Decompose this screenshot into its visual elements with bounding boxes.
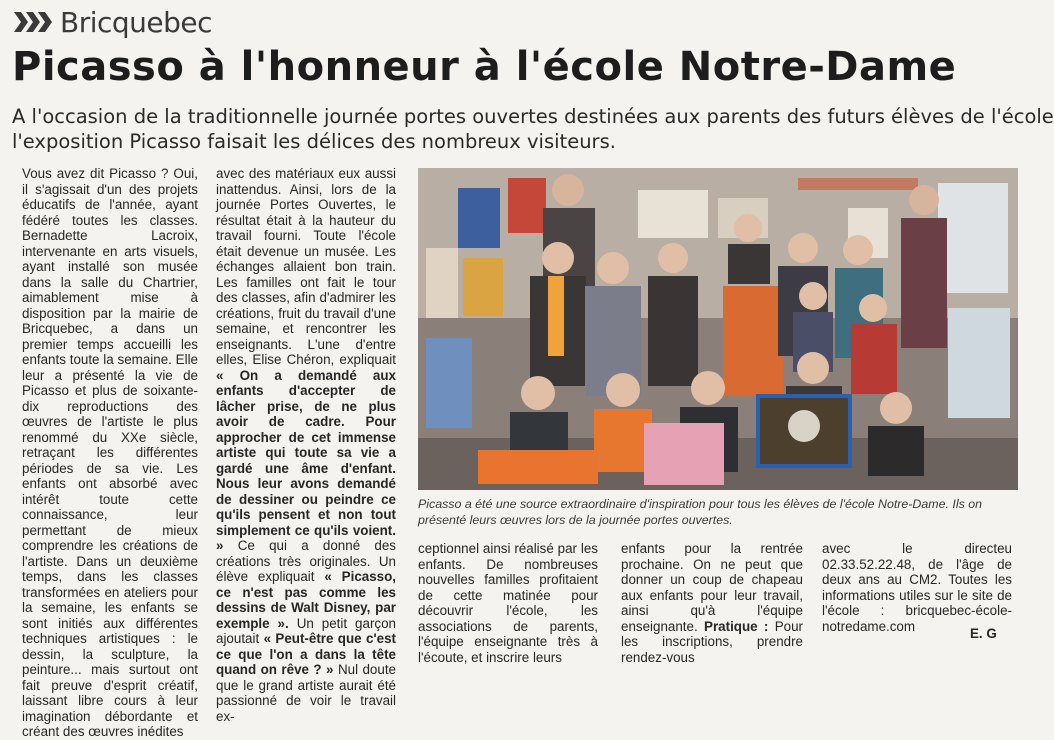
text-run: Vous avez dit Picasso ? Oui, il s'agissait d'un des projets éducatifs de l'année, ayant fédéré toutes les classes. Bernadette Lacroix, intervenante en arts visuels, ayant installé son musée dans la salle du Chartrier, aimablement mise à disposition par la mairie de Bricquebec, a dans un premier temps accueilli les enfants toute la semaine. Elle leur a présenté la vie de Picasso et plus de soixante-dix reproductions des œuvres de l'artiste le plus renommé du XXe siècle, retraçant les différentes périodes de sa vie. Les enfants ont absorbé avec intérêt toute cette connaissance, leur permettant de mieux comprendre les créations de l'artiste. Dans un deuxième temps, dans les classes transformées en ateliers pour la semaine, les enfants se sont initiés aux différentes techniques artistiques : le dessin, la sculpture, la peinture... mais surtout ont fait preuve d'esprit créatif, laissant libre cours à leur imagination débordante et créant des œuvres inédites [22, 166, 198, 739]
bold-quote-run: Pratique : [704, 618, 769, 634]
author-signature: E. G [970, 626, 997, 641]
text-run: avec des matériaux eux aussi inattendus. Ainsi, lors de la journée Portes Ouvertes, le résultat était à la hauteur du travail fourni. Toute l'école était devenue un musée. Les échanges allaient bon train. Les familles ont fait le tour des classes, afin d'admirer les créations, fruit du travail d'une semaine, et rencontrer les enseignants. L'une d'entre elles, Elise Chéron, expliquait [216, 166, 396, 367]
text-run: Un petit garçon ajoutait [216, 615, 396, 646]
triple-chevron-icon [12, 10, 54, 34]
text-run: Pour les inscriptions, prendre rendez-vous [621, 618, 803, 665]
photo-illustration [418, 168, 1018, 490]
text-run: ceptionnel ainsi réalisé par les enfants. De nombreuses nouvelles familles profitaient de cette matinée pour découvrir l'école, les associations de parents, l'équipe enseignante très à l'écoute, et inscrire leurs [418, 541, 598, 665]
text-column-1 [22, 166, 198, 739]
section-rubric [12, 6, 212, 38]
text-run: Nul doute que le grand artiste aurait été passionné de voir le travail ex- [216, 662, 396, 724]
lede-line: A l'occasion de la traditionnelle journée portes ouvertes destinées aux parents des futurs élèves de l'école [12, 105, 1054, 128]
bold-quote-run: « Picasso, ce n'est pas comme les dessins de Walt Disney, par exemple ». [216, 569, 397, 631]
text-run: Ce qui a donné des créations très originales. Un élève expliquait [216, 538, 396, 584]
bold-quote-run: « Peut-être que c'est ce que l'on a dans la tête quand on rêve ? » [216, 631, 396, 677]
rubric-town-name: Bricquebec [60, 5, 213, 39]
article-lede [12, 104, 1054, 154]
photo-caption [418, 496, 1018, 528]
text-column-2 [216, 166, 397, 724]
text-run: enfants pour la rentrée prochaine. On ne peut que donner un coup de chapeau aux enfants pour leur travail, ainsi qu'à l'équipe enseignante. [621, 541, 803, 634]
caption-line: Picasso a été une source extraordinaire d'inspiration pour tous les élèves de l'école Notre-Dame. Ils on [418, 497, 982, 511]
text-run: avec le directeu 02.33.52.22.48, de l'âge de deux ans au CM2. Toutes les informations utiles sur le site de l'école : bricquebec-école-notredame.com [822, 541, 1012, 634]
article-headline: Picasso à l'honneur à l'école Notre-Dame [12, 44, 957, 90]
text-column-4 [621, 541, 803, 665]
caption-line: présenté leurs œuvres lors de la journée portes ouvertes. [418, 513, 733, 527]
article-photo-students-with-artworks [418, 168, 1018, 490]
bold-quote-run: « On a demandé aux enfants d'accepter de lâcher prise, de ne plus avoir de cadre. Pour approcher de cet immense artiste qui toute sa vie a gardé une âme d'enfant. Nous leur avons demandé de dessiner ou peindre ce qu'ils pensent et non tout simplement ce qu'ils voient. » [216, 367, 396, 553]
lede-line: l'exposition Picasso faisait les délices des nombreux visiteurs. [12, 130, 616, 153]
text-column-3 [418, 541, 598, 665]
